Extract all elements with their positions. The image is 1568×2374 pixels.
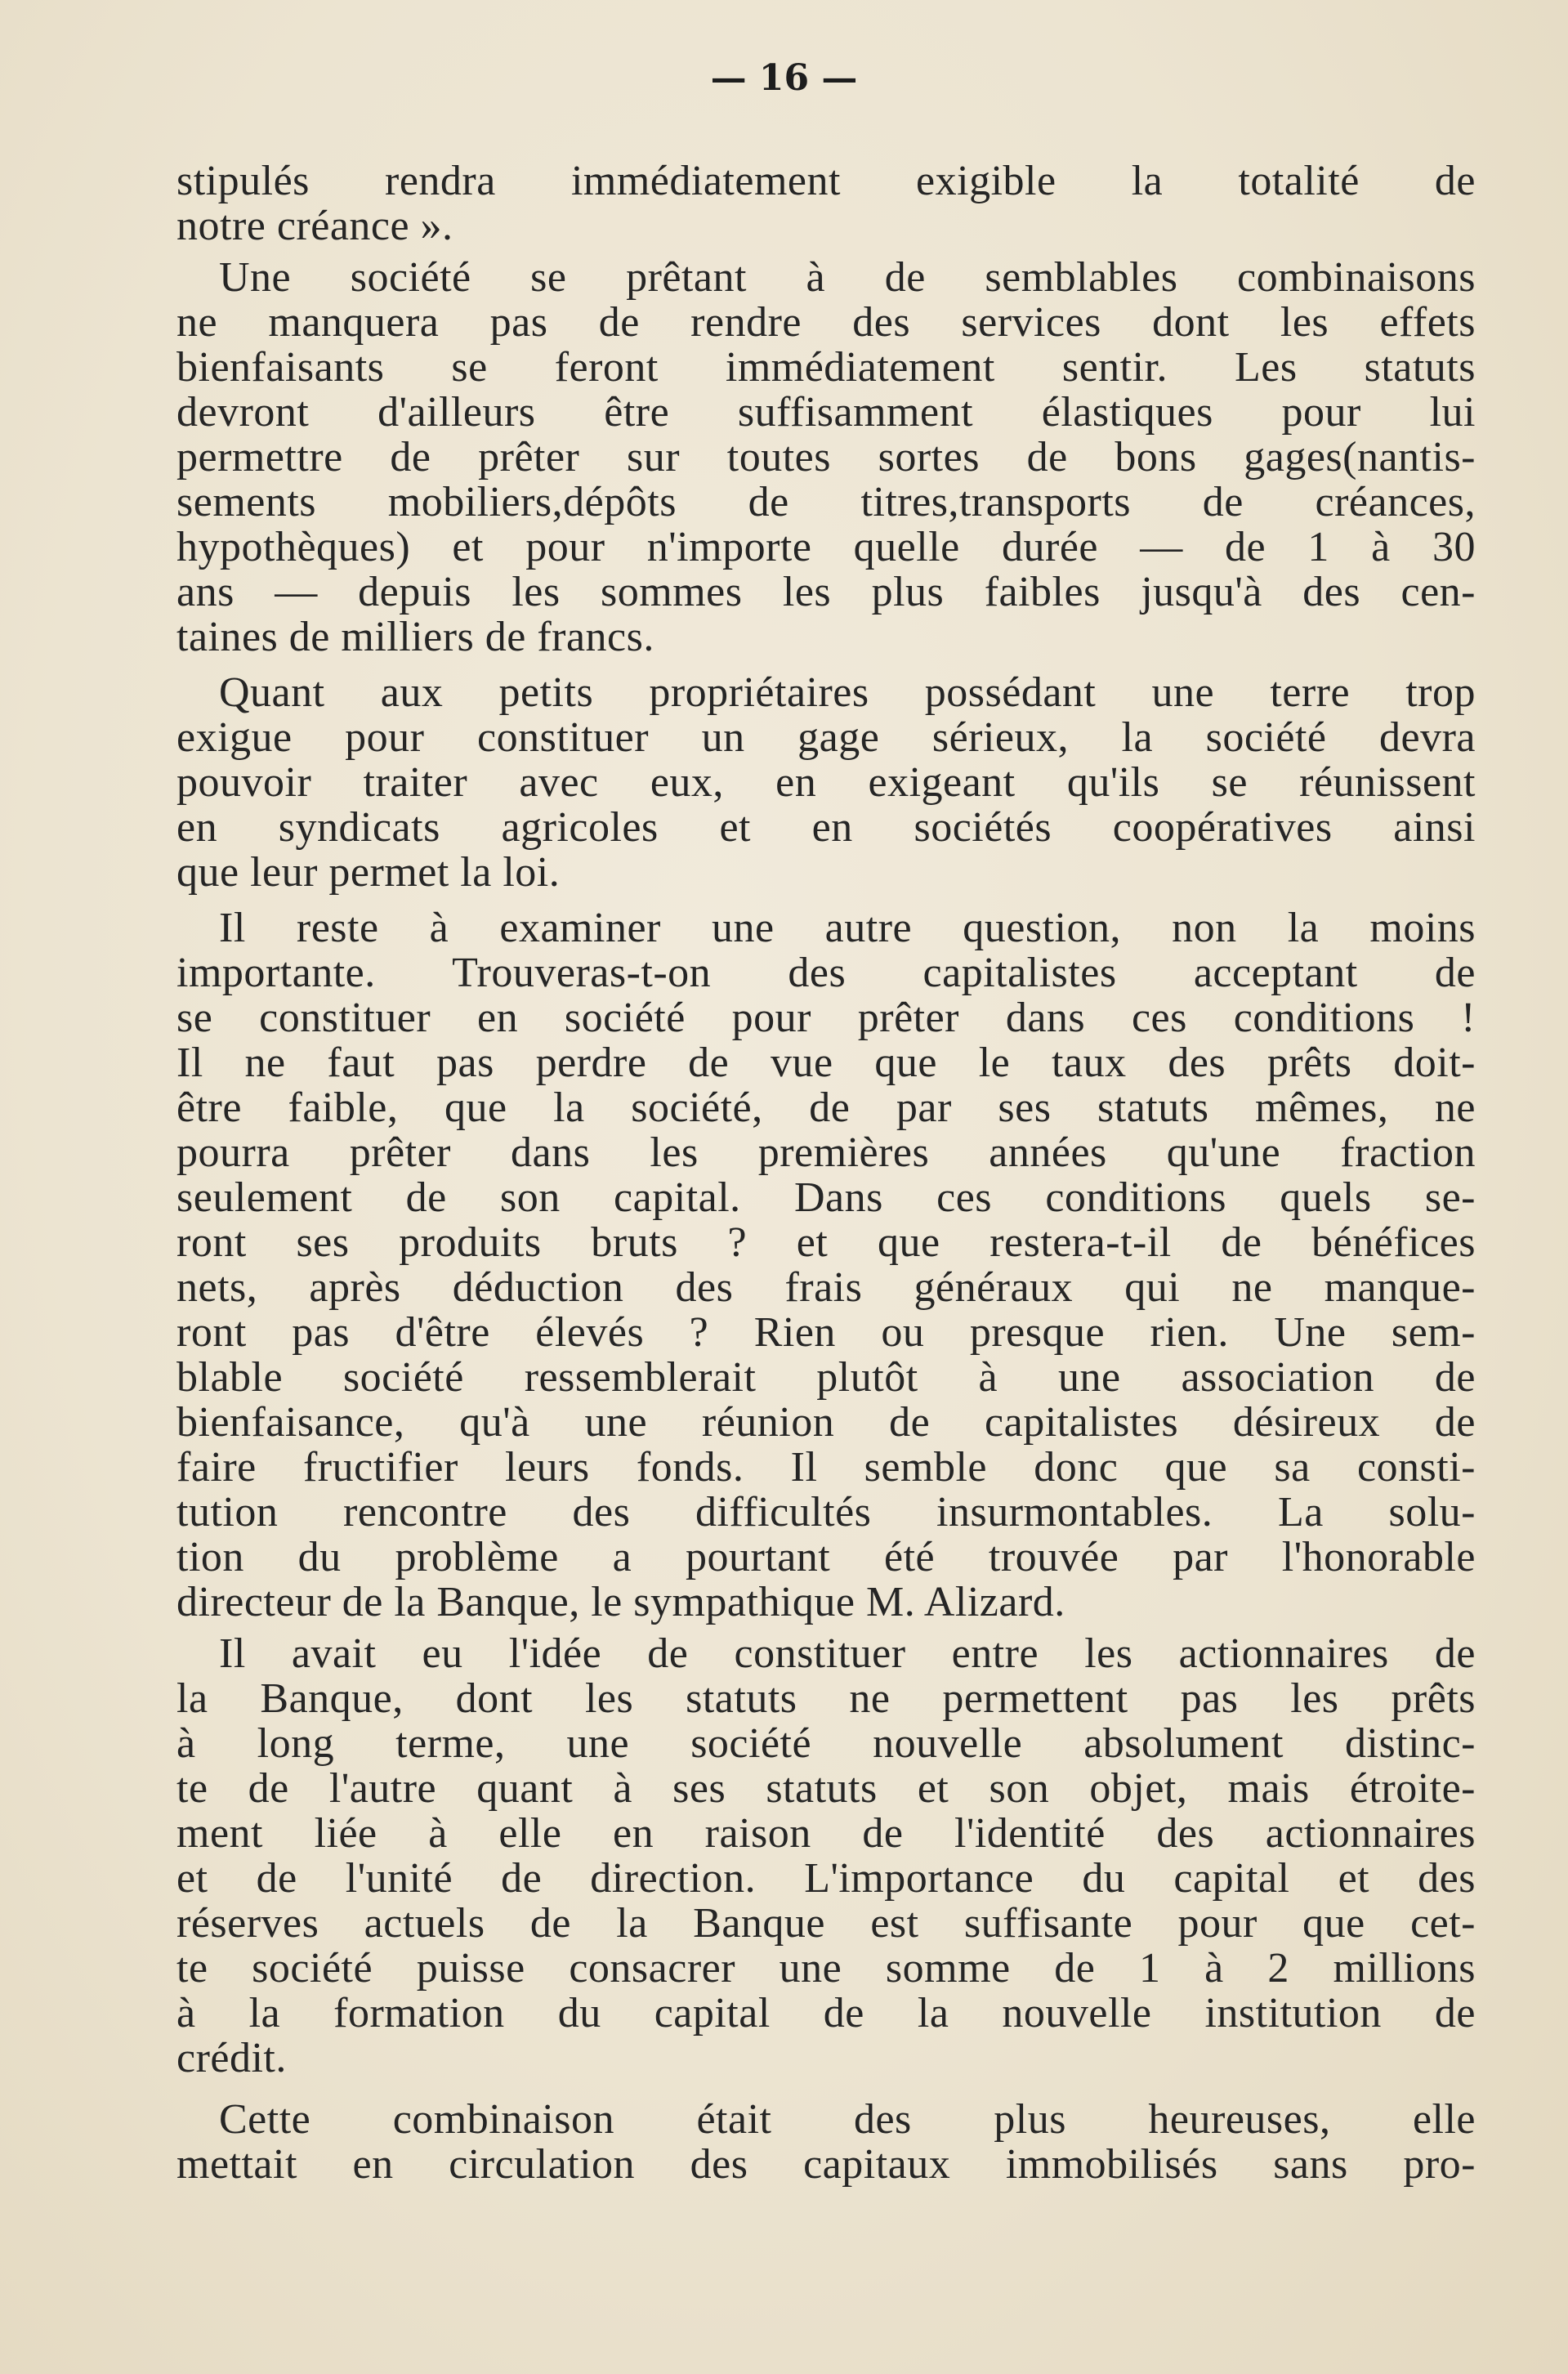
line: réserves actuels de la Banque est suffisante pour que cet- <box>176 1901 1476 1946</box>
line: nets, après déduction des frais généraux qui ne manque- <box>176 1265 1476 1310</box>
line: que leur permet la loi. <box>176 850 561 895</box>
line: ront ses produits bruts ? et que restera-t-il de bénéfices <box>176 1220 1476 1265</box>
line: tution rencontre des difficultés insurmontables. La solu- <box>176 1490 1476 1535</box>
paragraph-1 <box>176 159 1476 248</box>
line: la Banque, dont les statuts ne permettent pas les prêts <box>176 1676 1476 1721</box>
line: être faible, que la société, de par ses statuts mêmes, ne <box>176 1085 1476 1130</box>
line: te de l'autre quant à ses statuts et son objet, mais étroite- <box>176 1766 1476 1811</box>
line: taines de milliers de francs. <box>176 615 654 659</box>
line: en syndicats agricoles et en sociétés coopératives ainsi <box>176 805 1476 850</box>
line: blable société ressemblerait plutôt à une association de <box>176 1355 1476 1400</box>
line: bienfaisants se feront immédiatement sentir. Les statuts <box>176 345 1476 390</box>
line: bienfaisance, qu'à une réunion de capitalistes désireux de <box>176 1400 1476 1445</box>
line: pourra prêter dans les premières années qu'une fraction <box>176 1130 1476 1175</box>
line: hypothèques) et pour n'importe quelle durée — de 1 à 30 <box>176 525 1476 570</box>
line: te société puisse consacrer une somme de 1 à 2 millions <box>176 1946 1476 1991</box>
line: et de l'unité de direction. L'importance du capital et des <box>176 1856 1476 1901</box>
line: seulement de son capital. Dans ces conditions quels se- <box>176 1175 1476 1220</box>
paragraph-6 <box>176 2097 1476 2187</box>
line: sements mobiliers,dépôts de titres,transports de créances, <box>176 480 1476 525</box>
line: à la formation du capital de la nouvelle institution de <box>176 1991 1476 2036</box>
line: faire fructifier leurs fonds. Il semble donc que sa consti- <box>176 1445 1476 1490</box>
line: Cette combinaison était des plus heureuses, elle <box>219 2097 1476 2142</box>
line: Quant aux petits propriétaires possédant une terre trop <box>219 670 1476 715</box>
line: mettait en circulation des capitaux immobilisés sans pro- <box>176 2142 1476 2187</box>
paragraph-2 <box>176 255 1476 659</box>
line: directeur de la Banque, le sympathique M. Alizard. <box>176 1580 1065 1625</box>
line: permettre de prêter sur toutes sortes de bons gages(nantis- <box>176 435 1476 480</box>
line: ront pas d'être élevés ? Rien ou presque rien. Une sem- <box>176 1310 1476 1355</box>
body-text <box>176 159 1476 2187</box>
line: crédit. <box>176 2036 287 2081</box>
line: exigue pour constituer un gage sérieux, la société devra <box>176 715 1476 760</box>
line: notre créance ». <box>176 203 453 248</box>
line: Il ne faut pas perdre de vue que le taux des prêts doit- <box>176 1040 1476 1085</box>
line: ne manquera pas de rendre des services dont les effets <box>176 300 1476 345</box>
line: à long terme, une société nouvelle absolument distinc- <box>176 1721 1476 1766</box>
line: importante. Trouveras-t-on des capitalistes acceptant de <box>176 950 1476 995</box>
paragraph-3 <box>176 670 1476 895</box>
line: se constituer en société pour prêter dans ces conditions ! <box>176 995 1476 1040</box>
line: Il avait eu l'idée de constituer entre les actionnaires de <box>219 1631 1476 1676</box>
paragraph-5 <box>176 1631 1476 2081</box>
line: pouvoir traiter avec eux, en exigeant qu'ils se réunissent <box>176 760 1476 805</box>
line: Il reste à examiner une autre question, non la moins <box>219 905 1476 950</box>
line: ment liée à elle en raison de l'identité des actionnaires <box>176 1811 1476 1856</box>
line: devront d'ailleurs être suffisamment élastiques pour lui <box>176 390 1476 435</box>
line: Une société se prêtant à de semblables combinaisons <box>219 255 1476 300</box>
line: ans — depuis les sommes les plus faibles jusqu'à des cen- <box>176 570 1476 615</box>
line: stipulés rendra immédiatement exigible la totalité de <box>176 159 1476 203</box>
page-number: — 16 — <box>710 57 858 99</box>
paragraph-4 <box>176 905 1476 1625</box>
line: tion du problème a pourtant été trouvée par l'honorable <box>176 1535 1476 1580</box>
